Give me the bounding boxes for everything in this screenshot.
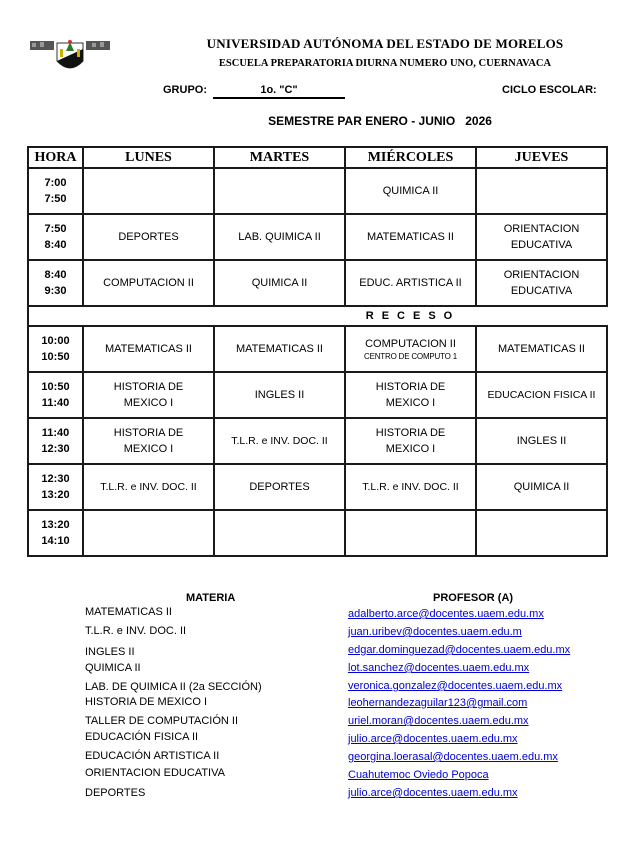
receso-label xyxy=(28,306,607,326)
university-name: UNIVERSIDAD AUTÓNOMA DEL ESTADO DE MORELOS xyxy=(206,36,564,51)
start-time: 12:30 xyxy=(41,473,70,485)
university-logo-icon xyxy=(30,37,110,75)
table-row xyxy=(28,510,607,556)
table-row xyxy=(28,464,607,510)
profesor-email-link[interactable]: uriel.moran@docentes.uaem.edu.mx xyxy=(348,715,529,727)
materia-item: HISTORIA DE MEXICO I xyxy=(85,696,208,708)
header-jueves: JUEVES xyxy=(476,147,607,168)
class-cell xyxy=(83,510,214,556)
start-time: 13:20 xyxy=(41,519,70,531)
class-cell: DEPORTES xyxy=(83,214,214,260)
class-cell xyxy=(214,168,345,214)
class-name: COMPUTACION II xyxy=(365,338,456,350)
table-row xyxy=(28,326,607,372)
end-time: 9:30 xyxy=(44,285,67,297)
start-time: 11:40 xyxy=(41,427,70,439)
end-time: 7:50 xyxy=(44,193,67,205)
materia-item: MATEMATICAS II xyxy=(85,606,172,618)
class-cell: LAB. QUIMICA II xyxy=(214,214,345,260)
end-time: 11:40 xyxy=(41,397,70,409)
class-cell xyxy=(345,326,476,372)
end-time: 14:10 xyxy=(41,535,70,547)
class-cell: T.L.R. e INV. DOC. II xyxy=(83,464,214,510)
class-cell: QUIMICA II xyxy=(476,464,607,510)
time-slot xyxy=(28,510,83,556)
header-miercoles: MIÉRCOLES xyxy=(345,147,476,168)
profesor-email-link[interactable]: julio.arce@docentes.uaem.edu.mx xyxy=(348,733,518,745)
profesor-name-link[interactable]: Cuahutemoc Oviedo Popoca xyxy=(348,769,489,781)
table-row xyxy=(28,418,607,464)
class-cell xyxy=(476,168,607,214)
table-row xyxy=(28,168,607,214)
materia-item: DEPORTES xyxy=(85,787,146,799)
start-time: 8:40 xyxy=(44,269,67,281)
class-cell: MATEMATICAS II xyxy=(476,326,607,372)
materia-header: MATERIA xyxy=(186,592,236,604)
class-cell xyxy=(476,510,607,556)
table-header-row xyxy=(28,147,607,168)
class-cell: EDUC. ARTISTICA II xyxy=(345,260,476,306)
class-cell: HISTORIA DE MEXICO I xyxy=(345,372,476,418)
class-cell: HISTORIA DE MEXICO I xyxy=(83,418,214,464)
class-cell xyxy=(214,510,345,556)
profesor-email-link[interactable]: lot.sanchez@docentes.uaem.edu.mx xyxy=(348,662,530,674)
class-cell: MATEMATICAS II xyxy=(83,326,214,372)
class-cell: INGLES II xyxy=(214,372,345,418)
time-slot xyxy=(28,214,83,260)
table-row xyxy=(28,214,607,260)
profesor-email-link[interactable]: georgina.loerasal@docentes.uaem.edu.mx xyxy=(348,751,558,763)
class-cell: COMPUTACION II xyxy=(83,260,214,306)
end-time: 10:50 xyxy=(41,351,70,363)
time-slot xyxy=(28,326,83,372)
time-slot xyxy=(28,418,83,464)
start-time: 10:50 xyxy=(41,381,70,393)
header-hora: HORA xyxy=(28,147,83,168)
class-cell: QUIMICA II xyxy=(214,260,345,306)
grupo-value: 1o. "C" xyxy=(213,84,345,99)
class-cell: T.L.R. e INV. DOC. II xyxy=(345,464,476,510)
room-note: CENTRO DE COMPUTO 1 xyxy=(364,352,457,361)
profesor-email-link[interactable]: veronica.gonzalez@docentes.uaem.edu.mx xyxy=(348,680,563,692)
grupo-label: GRUPO: xyxy=(163,84,207,96)
materia-item: T.L.R. e INV. DOC. II xyxy=(85,625,187,637)
school-name: ESCUELA PREPARATORIA DIURNA NUMERO UNO, CUERNAVACA xyxy=(218,58,552,69)
time-slot xyxy=(28,464,83,510)
class-cell: HISTORIA DE MEXICO I xyxy=(83,372,214,418)
materia-item: QUIMICA II xyxy=(85,662,141,674)
class-cell xyxy=(83,168,214,214)
profesor-email-link[interactable]: juan.uribev@docentes.uaem.edu.m xyxy=(348,626,522,638)
class-cell: HISTORIA DE MEXICO I xyxy=(345,418,476,464)
table-row xyxy=(28,372,607,418)
profesor-email-link[interactable]: julio.arce@docentes.uaem.edu.mx xyxy=(348,787,518,799)
class-cell: MATEMATICAS II xyxy=(345,214,476,260)
materia-item: LAB. DE QUIMICA II (2a SECCIÓN) xyxy=(85,681,262,693)
class-cell: INGLES II xyxy=(476,418,607,464)
class-cell: EDUCACION FISICA II xyxy=(476,372,607,418)
receso-row xyxy=(28,306,607,326)
materia-item: INGLES II xyxy=(85,646,135,658)
header-martes: MARTES xyxy=(214,147,345,168)
profesor-email-link[interactable]: leohernandezaguilar123@gmail.com xyxy=(348,697,528,709)
schedule-table xyxy=(27,146,608,557)
start-time: 7:00 xyxy=(44,177,67,189)
time-slot xyxy=(28,168,83,214)
class-cell: ORIENTACION EDUCATIVA xyxy=(476,260,607,306)
materia-item: EDUCACIÓN FISICA II xyxy=(85,731,199,743)
materia-item: ORIENTACION EDUCATIVA xyxy=(85,767,225,779)
end-time: 8:40 xyxy=(44,239,67,251)
end-time: 12:30 xyxy=(41,443,70,455)
materia-item: EDUCACIÓN ARTISTICA II xyxy=(85,750,220,762)
time-slot xyxy=(28,372,83,418)
table-row xyxy=(28,260,607,306)
ciclo-escolar-label: CICLO ESCOLAR: xyxy=(502,84,597,96)
class-cell: QUIMICA II xyxy=(345,168,476,214)
semester-title: SEMESTRE PAR ENERO - JUNIO 2026 xyxy=(268,114,492,128)
end-time: 13:20 xyxy=(41,489,70,501)
profesor-header: PROFESOR (A) xyxy=(433,592,514,604)
receso-text: RECESO xyxy=(365,310,461,322)
profesor-email-link[interactable]: adalberto.arce@docentes.uaem.edu.mx xyxy=(348,608,544,620)
materia-item: TALLER DE COMPUTACIÓN II xyxy=(85,715,239,727)
class-cell: T.L.R. e INV. DOC. II xyxy=(214,418,345,464)
class-cell: ORIENTACION EDUCATIVA xyxy=(476,214,607,260)
class-cell: MATEMATICAS II xyxy=(214,326,345,372)
class-cell: DEPORTES xyxy=(214,464,345,510)
time-slot xyxy=(28,260,83,306)
header-lunes: LUNES xyxy=(83,147,214,168)
profesor-email-link[interactable]: edgar.dominguezad@docentes.uaem.edu.mx xyxy=(348,644,571,656)
class-cell xyxy=(345,510,476,556)
start-time: 10:00 xyxy=(41,335,70,347)
start-time: 7:50 xyxy=(44,223,67,235)
